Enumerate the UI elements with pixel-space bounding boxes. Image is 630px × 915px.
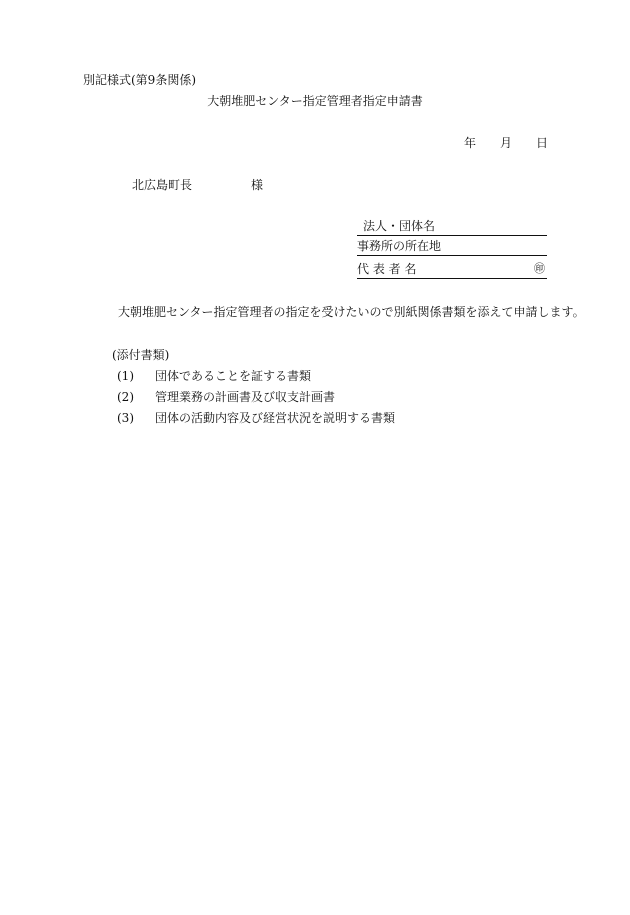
applicant-office-field[interactable] [357, 239, 547, 256]
applicant-office-label: 事務所の所在地 [357, 239, 442, 253]
applicant-representative-label: 代 表 者 名 [357, 262, 417, 276]
attachment-text: 団体であることを証する書類 [155, 369, 312, 383]
date-month: 月 [500, 136, 513, 150]
attachment-item [117, 411, 395, 425]
document-title: 大朝堆肥センター指定管理者指定申請書 [207, 94, 423, 108]
attachments-heading: (添付書類) [112, 348, 170, 362]
applicant-name-label: 法人・団体名 [363, 219, 436, 233]
form-label: 別記様式(第9条関係) [83, 73, 196, 87]
attachment-number: (2) [117, 390, 134, 404]
honorific: 様 [251, 178, 264, 192]
addressee: 北広島町長 [132, 178, 193, 192]
attachment-item [117, 390, 335, 404]
applicant-representative-field[interactable] [357, 262, 547, 279]
date-year: 年 [464, 136, 477, 150]
attachment-text: 管理業務の計画書及び収支計画書 [155, 390, 336, 404]
attachment-number: (1) [117, 369, 134, 383]
application-statement: 大朝堆肥センター指定管理者の指定を受けたいので別紙関係書類を添えて申請します。 [118, 305, 585, 319]
date-day: 日 [536, 136, 549, 150]
seal-mark-icon: ㊞ [534, 262, 545, 275]
attachment-item [117, 369, 311, 383]
attachment-number: (3) [117, 411, 134, 425]
attachment-text: 団体の活動内容及び経営状況を説明する書類 [155, 411, 396, 425]
applicant-name-field[interactable] [357, 219, 547, 236]
